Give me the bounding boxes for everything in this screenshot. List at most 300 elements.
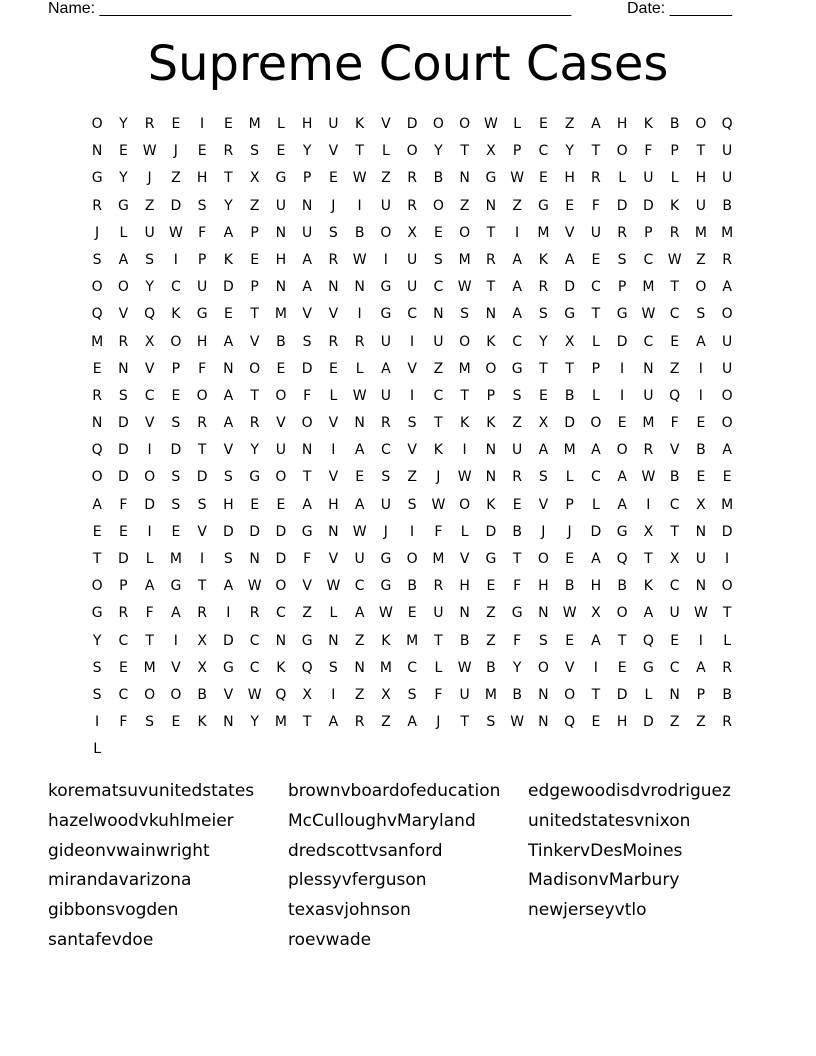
grid-letter: B [564, 387, 575, 404]
grid-letter: P [512, 143, 522, 160]
grid-letter: E [197, 143, 207, 160]
grid-letter: Y [250, 442, 259, 459]
grid-letter: C [643, 251, 654, 268]
grid-letter: J [567, 523, 572, 540]
grid-letter: T [302, 469, 312, 486]
grid-letter: V [328, 306, 339, 323]
grid-letter: I [410, 333, 415, 350]
grid-letter: O [721, 415, 733, 432]
grid-letter: C [669, 578, 680, 595]
grid-letter: L [670, 170, 679, 187]
grid-letter: I [593, 659, 598, 676]
grid-letter: A [223, 224, 234, 241]
grid-letter: R [197, 415, 207, 432]
grid-letter: M [458, 251, 471, 268]
grid-letter: Y [539, 333, 548, 350]
grid-letter: C [144, 387, 155, 404]
grid-letter: U [275, 197, 286, 214]
grid-letter: S [433, 251, 443, 268]
grid-letter: S [118, 387, 128, 404]
grid-letter: P [250, 279, 259, 296]
grid-letter: A [407, 714, 417, 731]
grid-letter: T [92, 551, 102, 567]
grid-letter: B [276, 333, 286, 350]
grid-letter: S [171, 415, 181, 432]
grid-letter: N [223, 360, 234, 377]
grid-letter: L [460, 523, 469, 540]
grid-letter: G [380, 551, 392, 567]
grid-letter: V [197, 523, 207, 540]
grid-letter: A [591, 442, 601, 459]
grid-letter: W [352, 251, 367, 268]
grid-letter: Z [407, 469, 417, 486]
grid-letter: Z [381, 714, 391, 731]
word-list [48, 777, 768, 956]
grid-letter: K [381, 632, 391, 649]
grid-letter: L [381, 143, 390, 160]
grid-letter: I [331, 442, 336, 459]
grid-letter: I [147, 523, 152, 540]
grid-letter: C [590, 469, 601, 486]
letter-grid [84, 111, 740, 764]
grid-letter: O [406, 551, 418, 567]
grid-letter: A [223, 387, 234, 404]
grid-letter: B [197, 686, 207, 703]
grid-letter: A [302, 279, 312, 296]
grid-letter: P [644, 224, 653, 241]
grid-letter: O [91, 578, 103, 595]
grid-letter: C [512, 333, 523, 350]
grid-letter: D [642, 197, 654, 214]
grid-letter: N [91, 143, 103, 160]
grid-letter: T [197, 442, 207, 459]
grid-letter: L [145, 551, 154, 567]
word-list-item: korematsuvunitedstates [48, 781, 255, 801]
grid-letter: R [354, 714, 365, 731]
grid-letter: M [642, 415, 655, 432]
grid-letter: T [302, 714, 312, 731]
grid-letter: N [695, 578, 707, 595]
grid-letter: T [591, 686, 601, 703]
grid-letter: N [643, 360, 654, 377]
grid-letter: W [142, 143, 157, 160]
grid-letter: S [328, 224, 338, 241]
grid-letter: U [380, 496, 391, 513]
grid-letter: E [538, 170, 548, 187]
grid-letter: I [357, 197, 362, 214]
grid-letter: J [541, 523, 546, 540]
grid-letter: B [354, 224, 365, 241]
grid-letter: C [118, 686, 129, 703]
grid-letter: U [695, 197, 706, 214]
grid-letter: S [328, 659, 338, 676]
grid-letter: O [485, 360, 497, 377]
word-list-item: texasvjohnson [288, 900, 411, 921]
grid-letter: U [722, 333, 733, 350]
grid-letter: D [590, 523, 602, 540]
grid-letter: I [147, 442, 152, 459]
grid-letter: W [693, 605, 708, 622]
grid-letter: O [616, 605, 628, 622]
grid-letter: K [670, 197, 680, 214]
grid-letter: G [564, 306, 576, 323]
grid-letter: I [200, 116, 205, 132]
grid-letter: F [513, 578, 522, 595]
grid-letter: I [173, 251, 178, 268]
word-list-item: santafevdoe [48, 929, 154, 950]
grid-letter: N [459, 605, 470, 622]
word-list-item: gibbonsvogden [48, 900, 179, 921]
word-list-item: TinkervDesMoines [528, 840, 683, 861]
grid-letter: O [196, 387, 208, 404]
grid-letter: F [670, 415, 679, 432]
grid-letter: G [511, 360, 523, 377]
grid-letter: O [117, 279, 129, 296]
grid-letter: H [196, 333, 208, 350]
grid-letter: G [616, 306, 628, 323]
grid-letter: T [355, 143, 364, 160]
grid-letter: J [173, 143, 178, 160]
grid-letter: M [642, 279, 655, 296]
grid-letter: C [669, 659, 680, 676]
grid-letter: O [144, 469, 156, 486]
grid-letter: R [722, 251, 732, 268]
grid-letter: W [168, 224, 183, 241]
grid-letter: F [198, 224, 207, 241]
grid-letter: L [591, 496, 600, 513]
word-list-item: plessyvferguson [288, 870, 427, 891]
grid-letter: S [696, 306, 706, 323]
grid-letter: S [617, 251, 627, 268]
grid-letter: K [171, 306, 181, 323]
grid-letter: R [354, 333, 365, 350]
grid-letter: S [223, 469, 233, 486]
grid-letter: G [91, 170, 103, 187]
grid-letter: O [91, 469, 103, 486]
grid-letter: Z [696, 714, 706, 731]
grid-letter: S [250, 143, 260, 160]
grid-letter: G [91, 605, 103, 622]
grid-letter: W [247, 578, 262, 595]
grid-letter: B [669, 469, 680, 486]
grid-letter: D [117, 469, 129, 486]
grid-letter: D [170, 442, 182, 459]
grid-letter: E [250, 251, 260, 268]
grid-letter: V [564, 659, 575, 676]
grid-letter: T [591, 306, 601, 323]
grid-letter: R [328, 333, 339, 350]
grid-letter: U [197, 279, 208, 296]
grid-letter: E [276, 496, 286, 513]
grid-letter: G [301, 523, 313, 540]
grid-letter: T [617, 632, 627, 649]
grid-letter: A [223, 333, 234, 350]
grid-letter: U [144, 224, 155, 241]
word-list-item: mirandavarizona [48, 870, 192, 891]
grid-letter: J [436, 714, 441, 731]
grid-letter: E [276, 360, 286, 377]
grid-letter: G [485, 551, 497, 567]
grid-letter: C [669, 496, 680, 513]
grid-letter: T [644, 551, 653, 567]
grid-letter: B [459, 632, 470, 649]
grid-letter: D [721, 523, 733, 540]
grid-letter: E [118, 659, 128, 676]
grid-letter: L [591, 333, 600, 350]
grid-letter: H [616, 714, 628, 731]
grid-letter: E [617, 415, 627, 432]
grid-letter: U [590, 224, 601, 241]
grid-letter: W [483, 116, 498, 132]
grid-letter: G [249, 469, 261, 486]
grid-letter: N [354, 279, 365, 296]
grid-letter: O [380, 224, 392, 241]
grid-letter: R [249, 415, 260, 432]
grid-letter: S [92, 659, 102, 676]
grid-letter: E [670, 333, 680, 350]
grid-letter: D [406, 116, 418, 132]
grid-letter: G [117, 197, 129, 214]
grid-letter: J [95, 224, 100, 241]
grid-letter: O [459, 224, 471, 241]
grid-letter: Z [669, 714, 680, 731]
grid-letter: T [722, 605, 732, 622]
grid-letter: N [485, 306, 497, 323]
grid-letter: B [564, 578, 575, 595]
grid-letter: C [643, 333, 654, 350]
grid-letter: Z [354, 632, 365, 649]
grid-letter: E [92, 360, 102, 377]
grid-letter: S [197, 197, 207, 214]
grid-letter: M [537, 224, 550, 241]
grid-letter: M [91, 333, 104, 350]
grid-letter: V [564, 224, 575, 241]
grid-letter: S [145, 251, 155, 268]
grid-letter: U [354, 551, 365, 567]
grid-letter: Q [669, 387, 681, 404]
grid-letter: H [328, 496, 339, 513]
grid-letter: E [617, 659, 627, 676]
grid-letter: P [119, 578, 128, 595]
word-list-item: roevwade [288, 929, 372, 950]
grid-letter: Y [302, 143, 312, 160]
grid-letter: A [223, 578, 234, 595]
grid-letter: X [696, 496, 706, 513]
grid-letter: S [538, 306, 548, 323]
grid-letter: S [538, 632, 548, 649]
grid-letter: E [92, 523, 102, 540]
grid-letter: Q [301, 659, 313, 676]
grid-letter: L [644, 686, 653, 703]
grid-letter: D [616, 197, 628, 214]
grid-letter: B [433, 170, 444, 187]
grid-letter: U [275, 442, 286, 459]
grid-letter: U [669, 605, 680, 622]
grid-letter: O [301, 415, 313, 432]
grid-letter: N [433, 306, 444, 323]
grid-letter: E [276, 143, 286, 160]
grid-letter: S [460, 306, 470, 323]
grid-letter: R [433, 578, 444, 595]
grid-letter: X [197, 632, 207, 649]
grid-letter: B [722, 686, 732, 703]
grid-letter: N [669, 686, 680, 703]
grid-letter: O [537, 551, 549, 567]
grid-letter: O [170, 333, 182, 350]
grid-letter: L [513, 116, 522, 132]
grid-letter: A [591, 632, 601, 649]
grid-letter: O [275, 387, 287, 404]
grid-letter: Q [616, 551, 628, 567]
grid-letter: G [380, 578, 392, 595]
grid-letter: S [381, 469, 391, 486]
grid-letter: E [591, 714, 601, 731]
grid-letter: F [303, 551, 312, 567]
grid-letter: V [276, 415, 286, 432]
grid-letter: F [198, 360, 207, 377]
grid-letter: S [407, 686, 417, 703]
grid-letter: B [486, 659, 496, 676]
grid-letter: J [383, 523, 388, 540]
grid-letter: V [328, 469, 339, 486]
grid-letter: Y [565, 143, 574, 160]
grid-letter: Q [91, 306, 103, 323]
grid-letter: B [696, 442, 706, 459]
grid-letter: E [223, 306, 233, 323]
grid-letter: K [433, 442, 443, 459]
grid-letter: N [275, 632, 287, 649]
grid-letter: D [275, 551, 287, 567]
grid-letter: C [275, 605, 286, 622]
grid-letter: O [275, 578, 287, 595]
grid-letter: G [301, 632, 313, 649]
grid-letter: X [407, 224, 417, 241]
grid-letter: S [171, 496, 181, 513]
grid-letter: S [302, 333, 312, 350]
grid-letter: M [169, 551, 182, 567]
grid-letter: E [171, 116, 181, 132]
grid-letter: Z [171, 170, 181, 187]
grid-letter: E [223, 116, 233, 132]
grid-letter: N [328, 632, 339, 649]
grid-letter: W [247, 686, 262, 703]
grid-letter: N [538, 714, 549, 731]
grid-letter: H [538, 578, 549, 595]
grid-letter: P [617, 279, 627, 296]
grid-letter: V [381, 116, 391, 132]
grid-letter: R [643, 442, 654, 459]
grid-letter: M [274, 714, 287, 731]
grid-letter: W [510, 170, 525, 187]
grid-letter: O [721, 387, 733, 404]
grid-letter: C [354, 578, 365, 595]
word-list-item: unitedstatesvnixon [528, 810, 691, 831]
grid-letter: P [486, 387, 496, 404]
grid-letter: O [144, 686, 156, 703]
grid-letter: L [329, 387, 338, 404]
grid-letter: T [434, 632, 443, 649]
grid-letter: R [538, 279, 549, 296]
grid-letter: M [432, 551, 445, 567]
grid-letter: C [118, 632, 129, 649]
grid-letter: U [695, 551, 706, 567]
grid-letter: M [458, 360, 471, 377]
grid-letter: M [143, 659, 156, 676]
grid-letter: N [328, 279, 339, 296]
grid-letter: D [249, 523, 261, 540]
grid-letter: R [381, 415, 391, 432]
grid-letter: U [722, 170, 733, 187]
grid-letter: V [144, 360, 155, 377]
grid-letter: I [173, 632, 178, 649]
grid-letter: N [301, 442, 313, 459]
grid-letter: R [92, 387, 102, 404]
grid-letter: U [328, 116, 339, 132]
grid-letter: M [274, 306, 287, 323]
grid-letter: U [433, 333, 444, 350]
grid-letter: M [379, 659, 392, 676]
grid-letter: R [118, 605, 129, 622]
grid-letter: R [118, 333, 129, 350]
grid-letter: G [616, 523, 628, 540]
grid-letter: W [378, 605, 393, 622]
grid-letter: U [407, 251, 418, 268]
grid-letter: Z [302, 605, 312, 622]
grid-letter: N [485, 442, 497, 459]
grid-letter: T [460, 387, 469, 404]
grid-letter: J [436, 469, 441, 486]
grid-letter: O [616, 143, 628, 160]
grid-letter: U [643, 170, 654, 187]
grid-letter: G [511, 605, 523, 622]
word-list-item: McCulloughvMaryland [288, 810, 476, 831]
grid-letter: D [616, 686, 628, 703]
grid-letter: N [275, 224, 287, 241]
grid-letter: R [407, 170, 417, 187]
grid-letter: H [459, 578, 470, 595]
grid-letter: L [276, 116, 285, 132]
grid-letter: X [249, 170, 260, 187]
grid-letter: T [460, 143, 469, 160]
grid-letter: D [196, 469, 208, 486]
grid-letter: N [328, 523, 339, 540]
grid-letter: D [144, 496, 156, 513]
grid-letter: T [486, 224, 496, 241]
grid-letter: D [275, 523, 287, 540]
grid-letter: G [170, 578, 182, 595]
grid-letter: O [432, 116, 444, 132]
grid-letter: Y [145, 279, 154, 296]
grid-letter: S [512, 387, 522, 404]
grid-letter: T [539, 360, 548, 377]
grid-letter: O [721, 578, 733, 595]
grid-letter: O [616, 442, 628, 459]
grid-letter: L [355, 360, 364, 377]
grid-letter: B [722, 197, 732, 214]
grid-letter: C [407, 306, 418, 323]
grid-letter: V [407, 442, 417, 459]
grid-letter: C [433, 387, 444, 404]
word-list-item: MadisonvMarbury [528, 870, 680, 891]
grid-letter: T [197, 578, 207, 595]
grid-letter: T [696, 143, 706, 160]
grid-letter: K [643, 116, 653, 132]
grid-letter: Q [275, 686, 287, 703]
grid-letter: K [223, 251, 233, 268]
grid-letter: T [670, 279, 679, 296]
grid-letter: E [171, 523, 181, 540]
grid-letter: A [354, 496, 365, 513]
